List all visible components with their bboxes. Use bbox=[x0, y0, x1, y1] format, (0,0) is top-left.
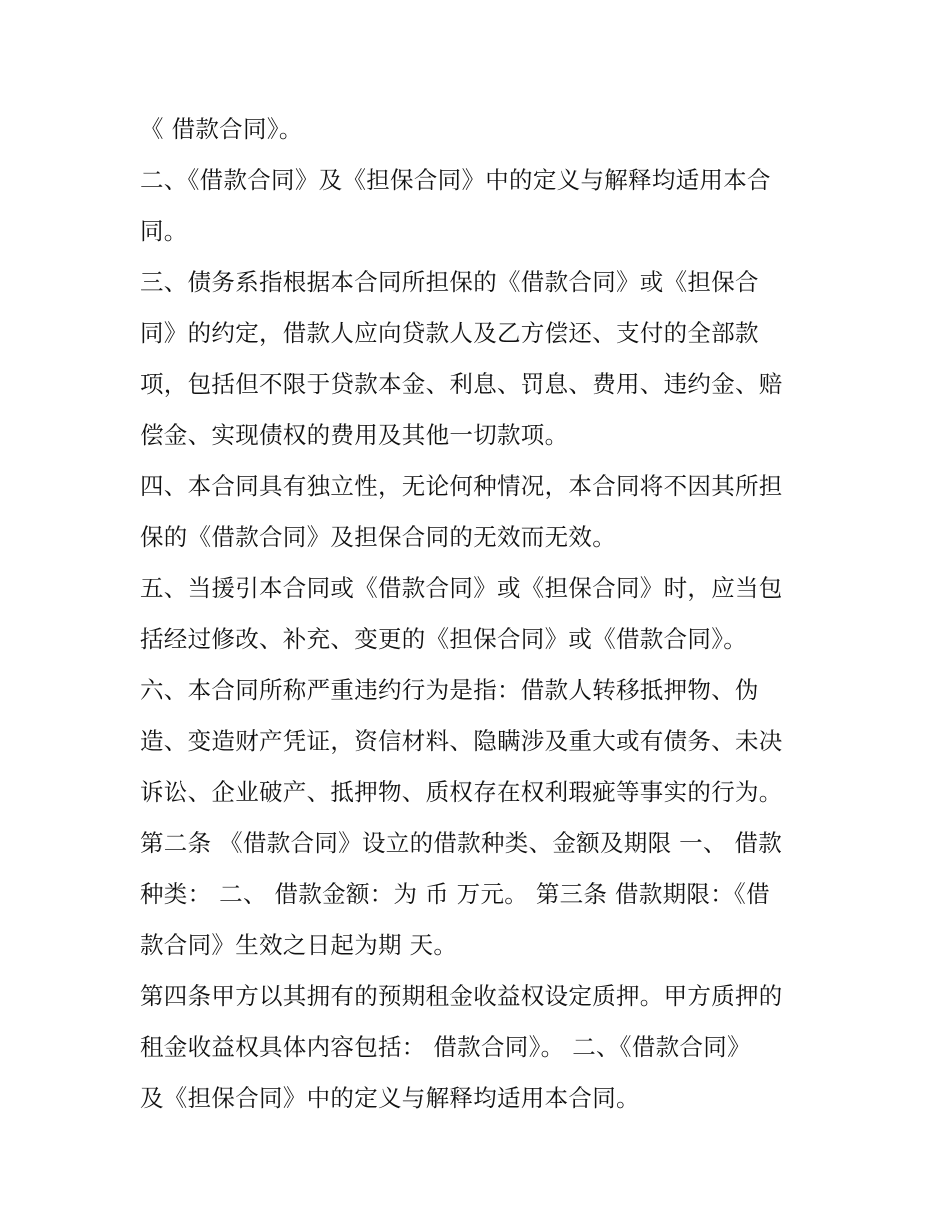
text-line: 《 借款合同》。 bbox=[140, 115, 303, 143]
text-line: 括经过修改、补充、变更的《担保合同》或《借款合同》。 bbox=[140, 625, 748, 653]
text-line: 三、债务系指根据本合同所担保的《借款合同》或《担保合 bbox=[140, 268, 759, 296]
text-line: 二、《借款合同》及《担保合同》中的定义与解释均适用本合 bbox=[140, 166, 771, 194]
text-line: 第二条 《借款合同》设立的借款种类、金额及期限 一、 借款 bbox=[140, 829, 783, 857]
text-line: 项，包括但不限于贷款本金、利息、罚息、费用、违约金、赔 bbox=[140, 370, 783, 398]
text-line: 租金收益权具体内容包括： 借款合同》。 二、《借款合同》 bbox=[140, 1033, 751, 1061]
text-line: 保的《借款合同》及担保合同的无效而无效。 bbox=[140, 523, 616, 551]
text-line: 款合同》生效之日起为期 天。 bbox=[140, 931, 458, 959]
text-line: 及《担保合同》中的定义与解释均适用本合同。 bbox=[140, 1084, 640, 1112]
text-line: 造、变造财产凭证，资信材料、隐瞒涉及重大或有债务、未决 bbox=[140, 727, 783, 755]
text-line: 同》的约定，借款人应向贷款人及乙方偿还、支付的全部款 bbox=[140, 319, 759, 347]
text-line: 偿金、实现债权的费用及其他一切款项。 bbox=[140, 421, 569, 449]
document-body bbox=[140, 104, 820, 1124]
text-line: 同。 bbox=[140, 217, 188, 245]
text-line: 诉讼、企业破产、抵押物、质权存在权利瑕疵等事实的行为。 bbox=[140, 778, 783, 806]
text-line: 六、本合同所称严重违约行为是指：借款人转移抵押物、伪 bbox=[140, 676, 759, 704]
text-line: 第四条甲方以其拥有的预期租金收益权设定质押。甲方质押的 bbox=[140, 982, 783, 1010]
text-line: 种类： 二、 借款金额：为 币 万元。 第三条 借款期限：《借 bbox=[140, 880, 770, 908]
text-line: 五、当援引本合同或《借款合同》或《担保合同》时，应当包 bbox=[140, 574, 783, 602]
text-line: 四、本合同具有独立性，无论何种情况，本合同将不因其所担 bbox=[140, 472, 783, 500]
